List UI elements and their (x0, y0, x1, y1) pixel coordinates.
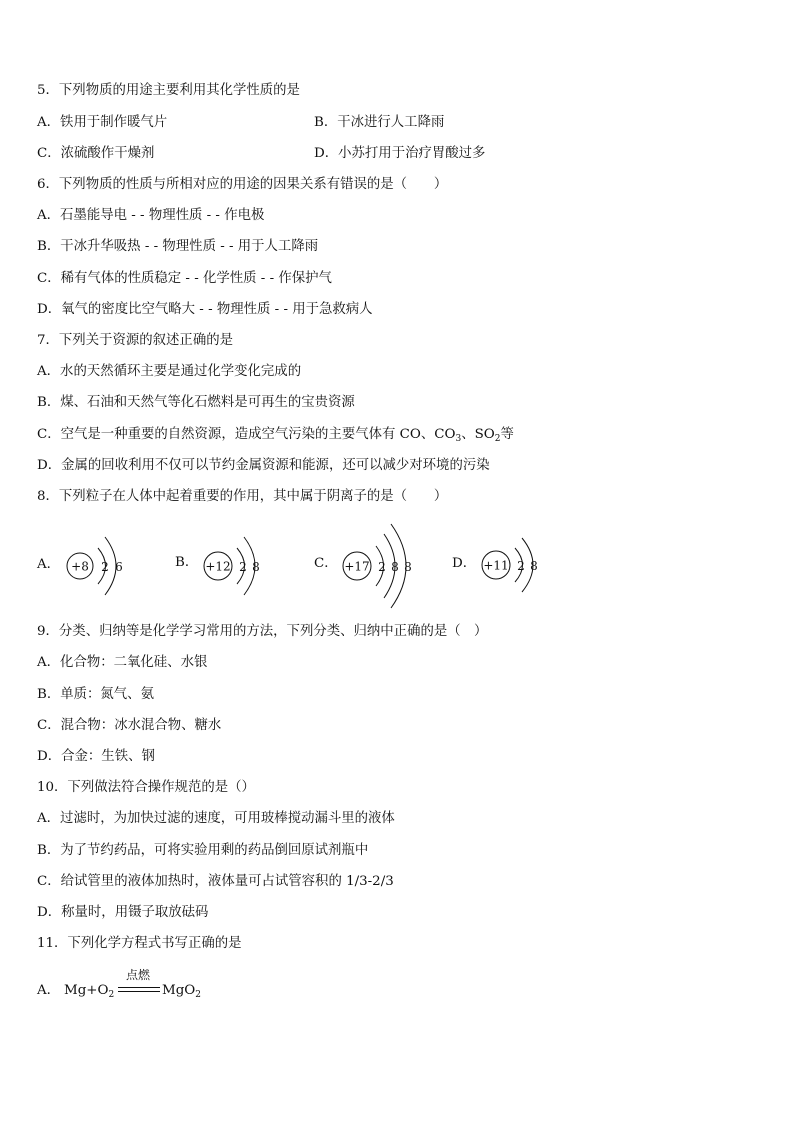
shell-electrons: 2 (239, 560, 247, 574)
atom-structure-diagram (452, 520, 562, 612)
q8-option-b-label: B． (175, 555, 199, 570)
q10-stem: 10．下列做法符合操作规范的是（） (37, 780, 255, 795)
nucleus-charge: +8 (71, 559, 89, 574)
atom-structure-diagram (314, 520, 434, 612)
q10-option-b: B．为了节约药品，可将实验用剩的药品倒回原试剂瓶中 (37, 843, 369, 858)
shell-electrons: 2 (101, 560, 109, 574)
q11-option-a (37, 966, 297, 1002)
q6-option-c: C．稀有气体的性质稳定 - - 化学性质 - - 作保护气 (37, 271, 332, 286)
shell-electrons: 6 (115, 560, 123, 574)
q6-option-a: A．石墨能导电 - - 物理性质 - - 作电极 (37, 208, 265, 223)
q8-option-a-label: A． (37, 557, 61, 572)
q6-option-d: D．氧气的密度比空气略大 - - 物理性质 - - 用于急救病人 (37, 302, 373, 317)
q9-stem: 9．分类、归纳等是化学学习常用的方法，下列分类、归纳中正确的是（ ） (37, 624, 488, 639)
atom-structure-diagram (175, 520, 285, 612)
q8-stem: 8．下列粒子在人体中起着重要的作用，其中属于阴离子的是（ ） (37, 489, 448, 504)
q10-option-d: D．称量时，用镊子取放砝码 (37, 905, 209, 920)
q5-option-c: C．浓硫酸作干燥剂 (37, 146, 155, 161)
equation-reactants (64, 982, 114, 1000)
nucleus-charge: +12 (205, 559, 231, 574)
q10-option-a: A．过滤时，为加快过滤的速度，可用玻棒搅动漏斗里的液体 (37, 811, 395, 826)
equation-products-text: MgO (162, 983, 196, 998)
q6-option-b: B．干冰升华吸热 - - 物理性质 - - 用于人工降雨 (37, 239, 319, 254)
nucleus-charge: +17 (344, 559, 370, 574)
shell-electrons: 2 (378, 560, 386, 574)
q10-option-c: C．给试管里的液体加热时，液体量可占试管容积的 1/3-2/3 (37, 874, 394, 889)
q7-option-b: B．煤、石油和天然气等化石燃料是可再生的宝贵资源 (37, 395, 355, 410)
q6-stem: 6．下列物质的性质与所相对应的用途的因果关系有错误的是（ ） (37, 177, 448, 192)
shell-electrons: 8 (530, 559, 538, 573)
q11-option-a-label: A． (37, 983, 61, 998)
q7-option-a: A．水的天然循环主要是通过化学变化完成的 (37, 364, 302, 379)
nucleus-charge: +11 (483, 558, 509, 573)
equation-subscript: 2 (108, 990, 115, 1000)
reaction-condition: 点燃 (126, 968, 151, 982)
q8-option-b (175, 520, 285, 612)
q9-option-d: D．合金：生铁、钢 (37, 749, 155, 764)
q7-option-c (37, 426, 514, 444)
q9-option-c: C．混合物：冰水混合物、糖水 (37, 718, 222, 733)
q8-option-c-label: C． (314, 556, 338, 571)
q8-option-c (314, 520, 434, 612)
shell-electrons: 2 (517, 559, 525, 573)
q8-option-d-label: D． (452, 556, 477, 571)
q8-option-d (452, 520, 562, 612)
q7-option-c-text: 等 (500, 427, 514, 442)
q7-stem: 7．下列关于资源的叙述正确的是 (37, 333, 233, 348)
atom-structure-diagram (37, 520, 147, 612)
shell-electrons: 8 (404, 560, 412, 574)
q5-option-a: A．铁用于制作暖气片 (37, 115, 168, 130)
equation-subscript: 2 (195, 990, 201, 1000)
q9-option-b: B．单质：氮气、氨 (37, 687, 154, 702)
q5-stem: 5．下列物质的用途主要利用其化学性质的是 (37, 83, 300, 98)
q7-option-c-subscript: 2 (494, 434, 501, 444)
q7-option-c-subscript: 3 (455, 434, 462, 444)
q9-option-a: A．化合物：二氧化硅、水银 (37, 655, 208, 670)
shell-electrons: 8 (252, 560, 260, 574)
equation-products (162, 982, 201, 1000)
shell-electrons: 8 (391, 560, 399, 574)
q8-option-a (37, 520, 147, 612)
equals-bar-bottom (118, 991, 160, 992)
q7-option-c-text: C．空气是一种重要的自然资源，造成空气污染的主要气体有 CO、CO (37, 427, 456, 442)
q7-option-d: D．金属的回收利用不仅可以节约金属资源和能源，还可以减少对环境的污染 (37, 458, 490, 473)
q5-option-d: D．小苏打用于治疗胃酸过多 (314, 146, 486, 161)
equals-bar-top (118, 987, 160, 988)
equation-reactants-text: Mg+O (64, 983, 109, 998)
q7-option-c-text: 、SO (461, 427, 495, 442)
q5-option-b: B．干冰进行人工降雨 (314, 115, 445, 130)
q11-stem: 11．下列化学方程式书写正确的是 (37, 936, 242, 951)
